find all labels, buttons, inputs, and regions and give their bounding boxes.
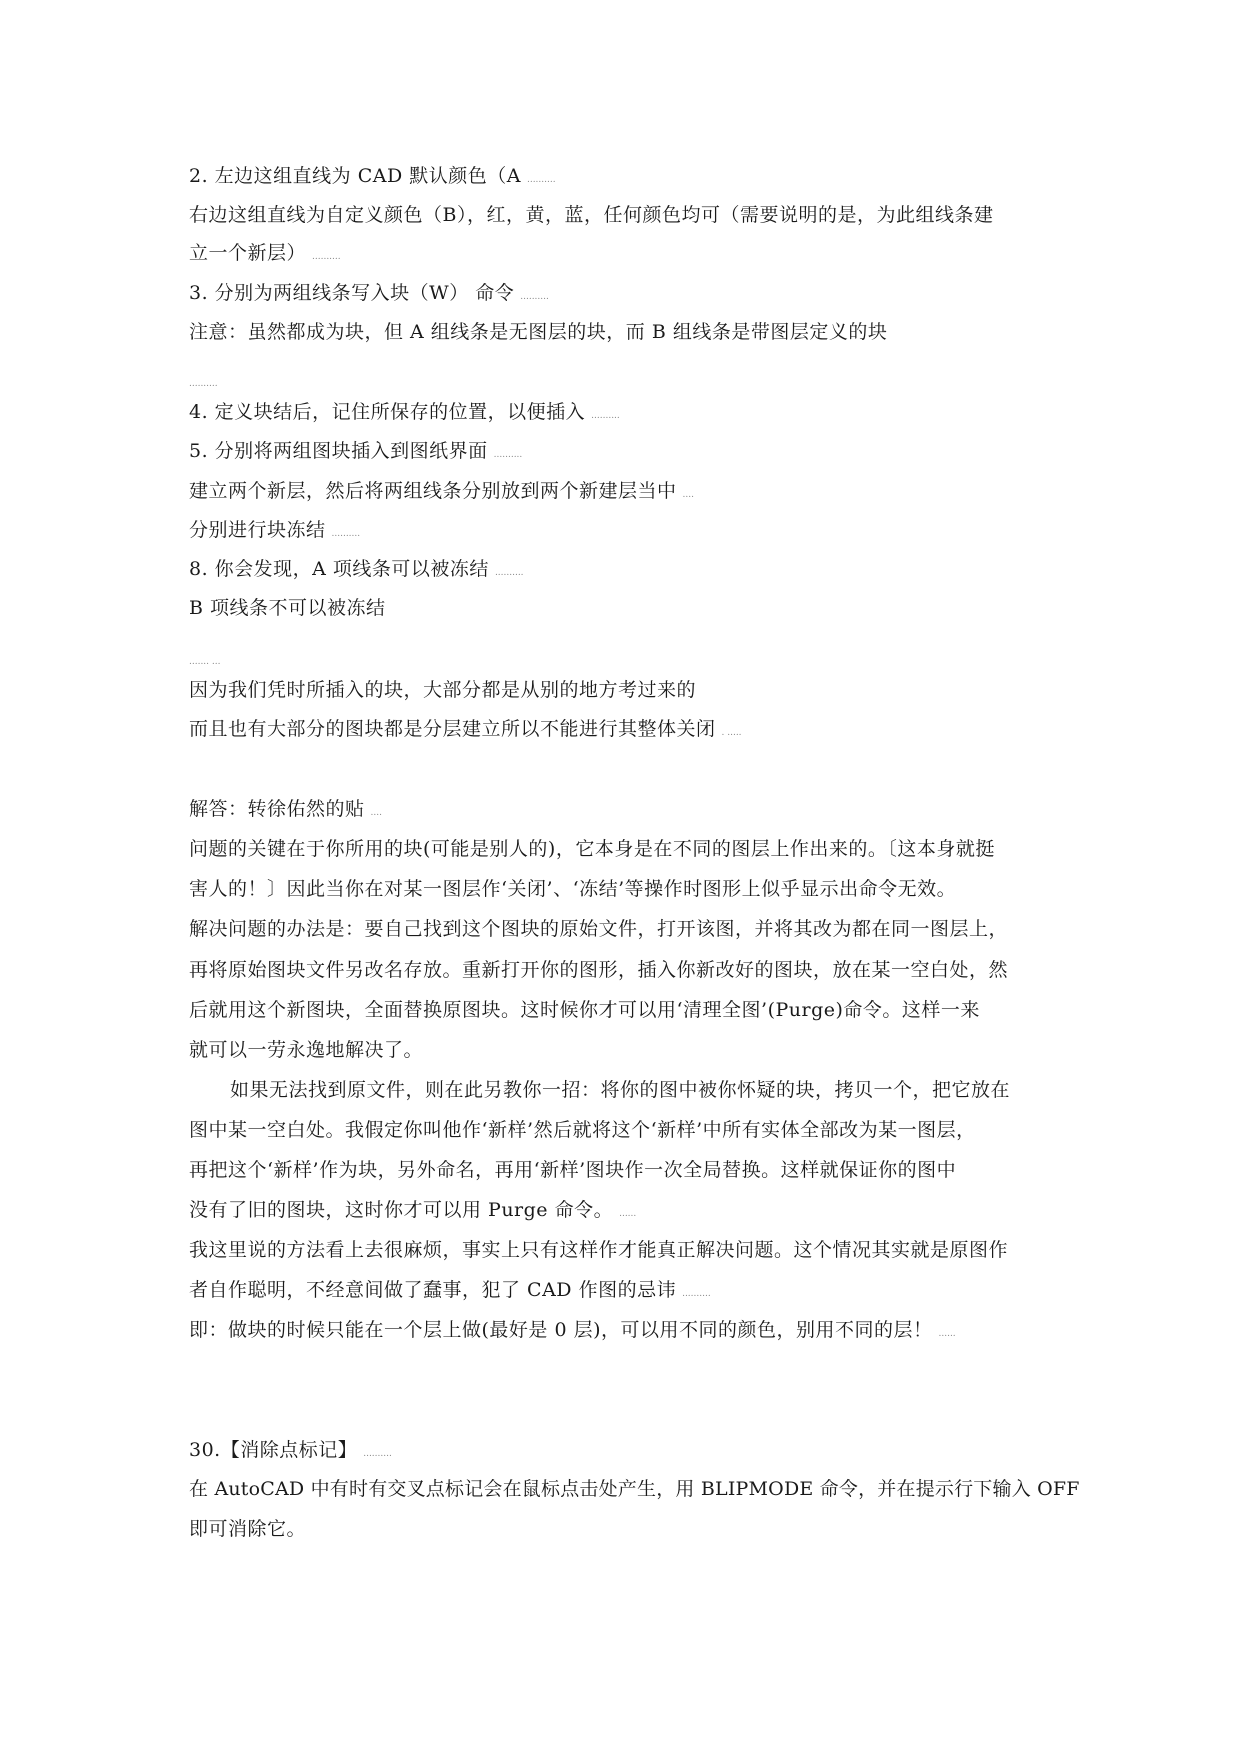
- paragraph-line: 再把这个‘新样’作为块，另外命名，再用‘新样’图块作一次全局替换。这样就保证你的图中: [189, 1159, 957, 1181]
- paragraph-line: 立一个新层） ..........: [189, 241, 1069, 269]
- leader-dots: ......: [938, 1329, 956, 1339]
- leader-dots: ..........: [189, 379, 218, 389]
- leader-dots: ....: [370, 808, 382, 818]
- paragraph-line: 后就用这个新图块，全面替换原图块。这时候你才可以用‘清理全图’(Purge)命令。这样一来: [189, 999, 980, 1021]
- section-heading: 30.【消除点标记】 ..........: [189, 1438, 1069, 1466]
- leader-dots: ..........: [312, 252, 341, 262]
- paragraph-line: 在 AutoCAD 中有时有交叉点标记会在鼠标点击处产生，用 BLIPMODE 命令，并在提示行下输入 OFF: [189, 1478, 1080, 1500]
- paragraph-line: 即：做块的时候只能在一个层上做(最好是 0 层)，可以用不同的颜色，别用不同的层！ ......: [189, 1318, 1069, 1346]
- paragraph-line: 解答：转徐佑然的贴 ....: [189, 797, 1069, 825]
- paragraph-line: 4. 定义块结后，记住所保存的位置，以便插入 ..........: [189, 400, 1069, 428]
- paragraph-line: 右边这组直线为自定义颜色（B），红，黄，蓝，任何颜色均可（需要说明的是，为此组线条建: [189, 204, 994, 226]
- paragraph-line: 分别进行块冻结 ..........: [189, 518, 1069, 546]
- paragraph-line: 因为我们凭时所插入的块，大部分都是从别的地方考过来的: [189, 679, 697, 701]
- leader-dots: ..........: [363, 1449, 392, 1459]
- paragraph-line: 问题的关键在于你所用的块(可能是别人的)，它本身是在不同的图层上作出来的。〔这本身就挺: [189, 838, 995, 860]
- leader-dots: ..........: [591, 411, 620, 421]
- paragraph-line: B 项线条不可以被冻结: [189, 597, 386, 619]
- paragraph-line: 5. 分别将两组图块插入到图纸界面 ..........: [189, 439, 1069, 467]
- paragraph-line: 建立两个新层，然后将两组线条分别放到两个新建层当中 ....: [189, 479, 1069, 507]
- paragraph-line: 再将原始图块文件另改名存放。重新打开你的图形，插入你新改好的图块，放在某一空白处，然: [189, 959, 1009, 981]
- paragraph-line: 没有了旧的图块，这时你才可以用 Purge 命令。 ......: [189, 1198, 1069, 1226]
- paragraph-line: 而且也有大部分的图块都是分层建立所以不能进行其整体关闭 . .....: [189, 717, 1069, 745]
- paragraph-line: 8. 你会发现，A 项线条可以被冻结 ..........: [189, 557, 1069, 585]
- leader-dots: ..........: [331, 529, 361, 539]
- paragraph-line: 图中某一空白处。我假定你叫他作‘新样’然后就将这个‘新样’中所有实体全部改为某一图层，: [189, 1119, 976, 1141]
- leader-dots: ..........: [493, 450, 523, 460]
- paragraph-line: 害人的！〕因此当你在对某一图层作‘关闭’、‘冻结’等操作时图形上似乎显示出命令无效。: [189, 878, 957, 900]
- paragraph-line: 2. 左边这组直线为 CAD 默认颜色（A ..........: [189, 164, 1069, 192]
- paragraph-line: 解决问题的办法是：要自己找到这个图块的原始文件，打开该图，并将其改为都在同一图层上，: [189, 918, 1009, 940]
- leader-dots: ..........: [494, 568, 524, 578]
- leader-dots: ....: [682, 490, 694, 500]
- paragraph-line: 者自作聪明，不经意间做了蠢事，犯了 CAD 作图的忌讳 ..........: [189, 1278, 1069, 1306]
- paragraph-line: 注意：虽然都成为块，但 A 组线条是无图层的块，而 B 组线条是带图层定义的块: [189, 321, 888, 343]
- paragraph-line: 我这里说的方法看上去很麻烦，事实上只有这样作才能真正解决问题。这个情况其实就是原图作: [189, 1239, 1009, 1261]
- paragraph-line: 即可消除它。: [189, 1518, 307, 1540]
- leader-dots: ..........: [526, 175, 556, 185]
- leader-dots: ..........: [520, 292, 549, 302]
- paragraph-line: 如果无法找到原文件，则在此另教你一招：将你的图中被你怀疑的块，拷贝一个，把它放在: [230, 1079, 1011, 1101]
- leader-dots: ......: [619, 1209, 637, 1219]
- leader-dots: ....... ...: [189, 657, 221, 667]
- leader-dots: ..........: [682, 1289, 711, 1299]
- paragraph-line: 就可以一劳永逸地解决了。: [189, 1039, 424, 1061]
- paragraph-line: 3. 分别为两组线条写入块（W） 命令 ..........: [189, 281, 1069, 309]
- leader-dots: . .....: [721, 728, 742, 738]
